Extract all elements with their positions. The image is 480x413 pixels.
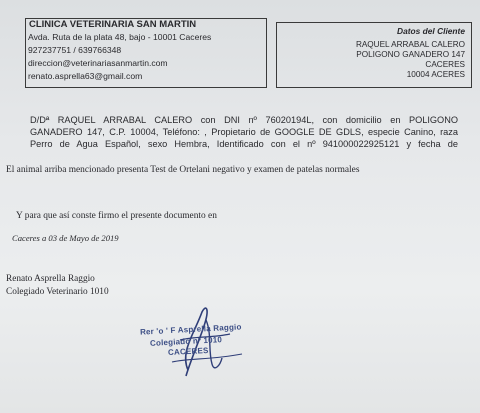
certificate-line-1: D/Dª RAQUEL ARRABAL CALERO con DNI nº 76020194L, con domicilio en POLIGONO (30, 115, 458, 125)
closing-statement: Y para que así conste firmo el presente documento en (16, 211, 217, 221)
stamp-line-1: Rer 'o ' F Asprella Raggio (139, 322, 242, 337)
clinic-phones: 927237751 / 639766348 (28, 45, 122, 55)
signatory-license: Colegiado Veterinario 1010 (6, 287, 109, 297)
clinic-name: CLINICA VETERINARIA SAN MARTIN (29, 19, 197, 30)
client-address: POLIGONO GANADERO 147 (356, 50, 465, 59)
clinic-info-box (25, 18, 267, 88)
stamp-line-2: Colegiado nº 1010 (149, 335, 223, 348)
clinic-email: renato.asprella63@gmail.com (28, 71, 143, 81)
issue-date: Caceres a 03 de Mayo de 2019 (12, 233, 119, 243)
client-name: RAQUEL ARRABAL CALERO (355, 40, 465, 49)
stamp-line-3: CACERES (167, 345, 209, 358)
clinic-web-email: direccion@veterinariasanmartin.com (28, 58, 168, 68)
client-info-box (276, 22, 472, 88)
client-postal: 10004 ACERES (406, 70, 465, 79)
client-city: CACERES (425, 60, 465, 69)
client-box-title: Datos del Cliente (397, 26, 465, 36)
certificate-line-3: Perro de Agua Español, sexo Hembra, Identificado con el nº 941000022925121 y fecha de (30, 139, 458, 149)
certificate-line-2: GANADERO 147, C.P. 10004, Teléfono: , Propietario de GOOGLE DE GDLS, especie Canino, raza (30, 127, 458, 137)
clinic-address: Avda. Ruta de la plata 48, bajo - 10001 Caceres (28, 32, 212, 42)
exam-result: El animal arriba mencionado presenta Test de Ortelani negativo y examen de patelas normales (6, 165, 360, 175)
signatory-name: Renato Asprella Raggio (6, 274, 95, 284)
